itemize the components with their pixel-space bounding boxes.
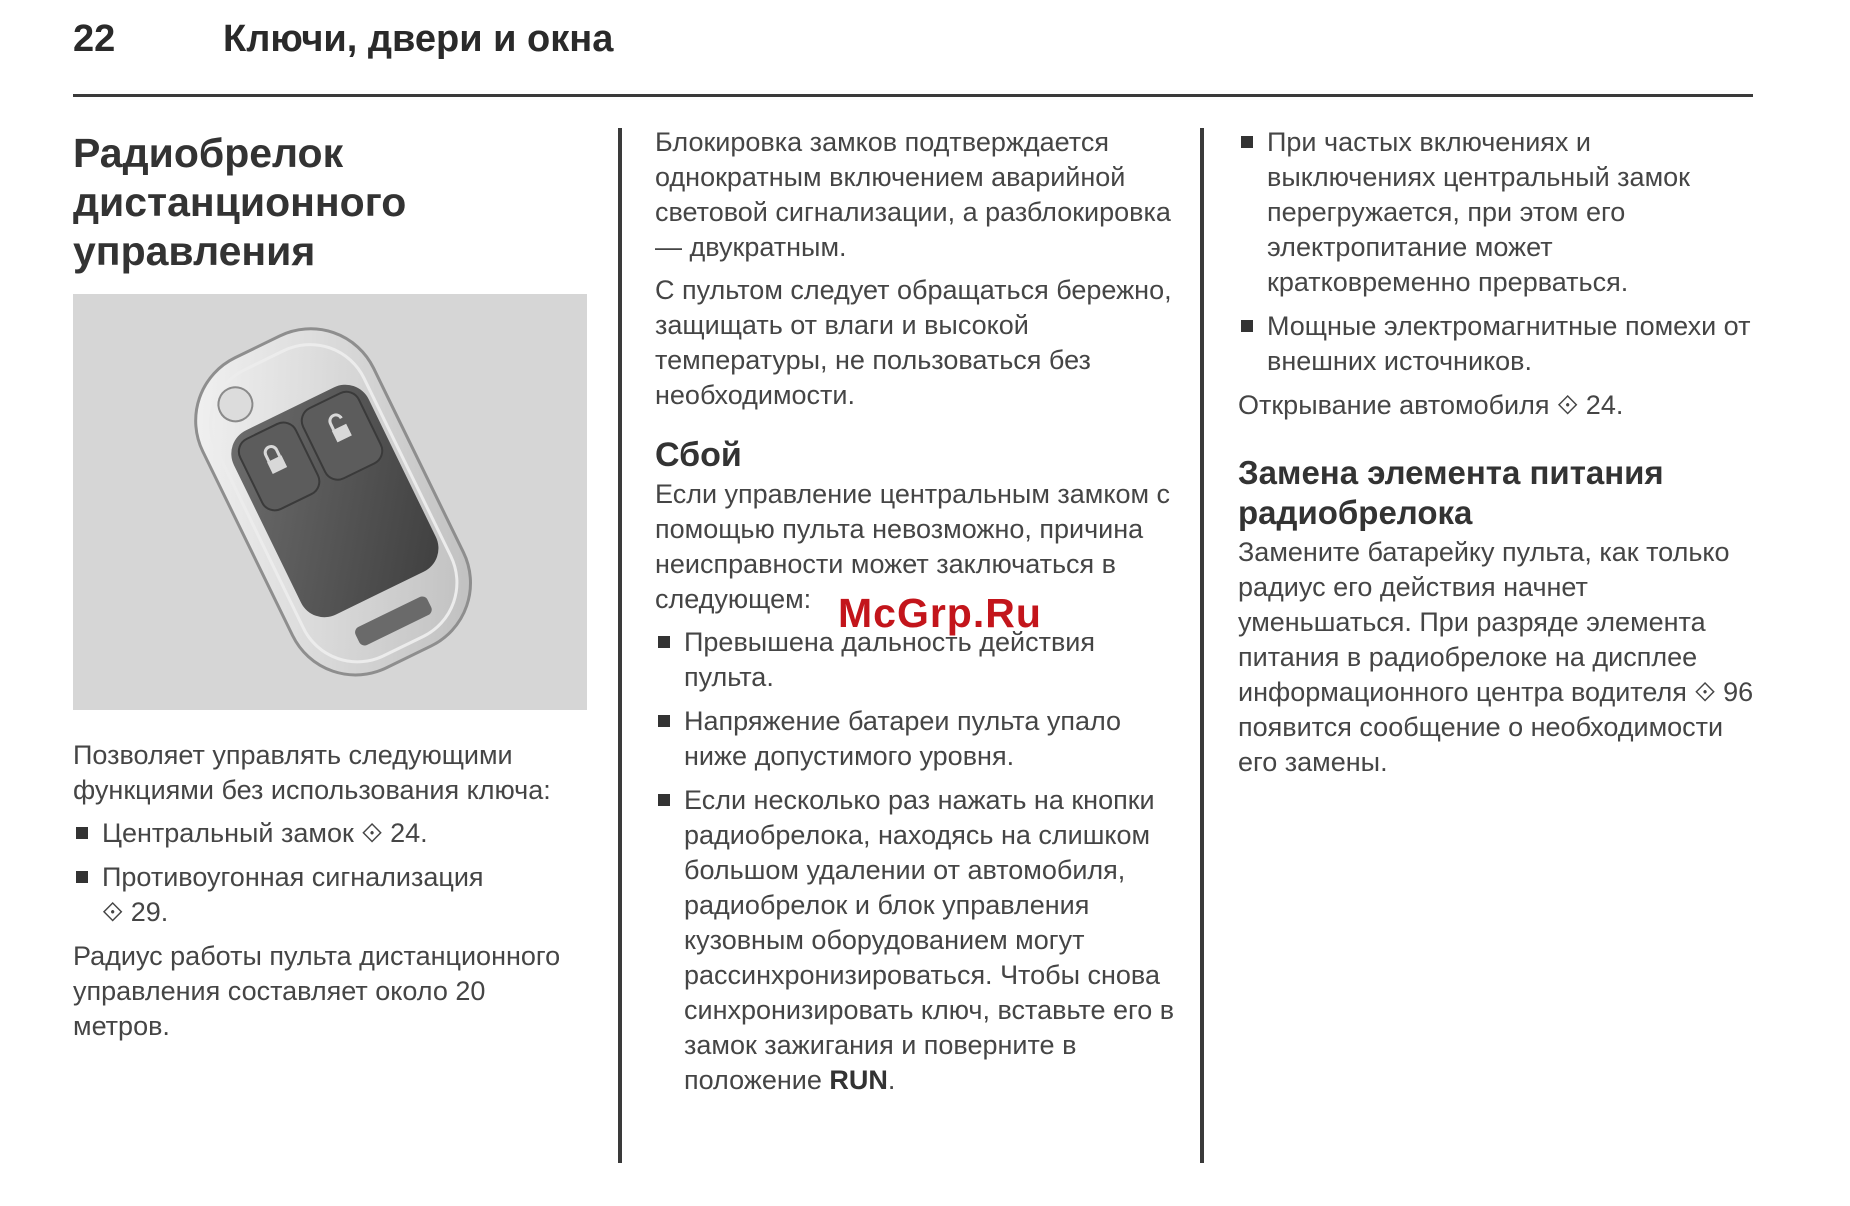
list-item: Центральный замок ⟐ 24. — [73, 816, 588, 851]
list-item: Если несколько раз нажать на кнопки радиобрелока, находясь на слишком большом удалении от автомобиля, радиобрелок и блок управления кузовным оборудованием могут рассинхронизироваться. Чтобы снова синхронизировать ключ, вставьте его в замок зажигания и поверните в положение RUN. — [655, 783, 1175, 1098]
battery-text: Замените батарейку пульта, как только радиус его действия начнет уменьшаться. При разряде элемента питания в радиобрелоке на дисплее информационного центра водителя ⟐ 96 появится сообщение о необходимости его замены. — [1238, 537, 1754, 777]
battery-heading: Замена элемента питания радиобрелока — [1238, 454, 1664, 531]
page-header — [73, 18, 1753, 80]
bullet-icon — [658, 636, 670, 648]
range-text: Радиус работы пульта дистанционного управления составляет около 20 метров. — [73, 941, 561, 1041]
watermark: McGrp.Ru — [838, 590, 1042, 636]
chapter-title: Ключи, двери и окна — [223, 18, 614, 60]
care-text: С пультом следует обращаться бережно, защищать от влаги и высокой температуры, не пользоваться без необходимости. — [655, 275, 1172, 410]
column-3 — [1238, 125, 1758, 788]
lock-confirmation-text: Блокировка замков подтверждается однократным включением аварийной световой сигнализации, а разблокировка — двукратным. — [655, 127, 1171, 262]
column-divider — [618, 128, 622, 1163]
bullet-icon — [658, 794, 670, 806]
header-rule — [73, 94, 1753, 97]
page-ref-link[interactable]: ⟐ 29. — [102, 897, 169, 927]
bullet-icon — [76, 827, 88, 839]
page-ref-link[interactable]: ⟐ 24. — [361, 818, 428, 848]
intro-text: Позволяет управлять следующими функциями без использования ключа: — [73, 740, 551, 805]
key-fob-illustration — [73, 294, 587, 710]
page-ref-link[interactable]: ⟐ 24. — [1557, 390, 1624, 420]
column-divider — [1200, 128, 1204, 1163]
list-item: Мощные электромагнитные помехи от внешних источников. — [1238, 309, 1758, 379]
run-position-label: RUN — [829, 1065, 888, 1095]
bullet-icon — [658, 715, 670, 727]
list-item: Противоугонная сигнализация ⟐ 29. — [73, 860, 588, 930]
column-1 — [73, 125, 588, 1052]
page-ref-link[interactable]: ⟐ 96 — [1694, 677, 1754, 707]
list-item: Напряжение батареи пульта упало ниже допустимого уровня. — [655, 704, 1175, 774]
list-item: Превышена дальность действия пульта. — [655, 625, 1175, 695]
section-title: Радиобрелок дистанционного управления — [73, 130, 407, 274]
open-vehicle-text: Открывание автомобиля ⟐ 24. — [1238, 390, 1624, 420]
bullet-icon — [1241, 136, 1253, 148]
list-item: При частых включениях и выключениях центральный замок перегружается, при этом его электропитание может кратковременно прерваться. — [1238, 125, 1758, 300]
page-number: 22 — [73, 18, 116, 60]
bullet-icon — [76, 871, 88, 883]
fault-list-continued — [1238, 125, 1758, 379]
bullet-icon — [1241, 320, 1253, 332]
fault-intro: Если управление центральным замком с помощью пульта невозможно, причина неисправности может заключаться в следующем: — [655, 479, 1171, 614]
fault-list — [655, 625, 1175, 1098]
fault-heading: Сбой — [655, 436, 742, 474]
key-fob-image — [73, 294, 587, 710]
function-list — [73, 816, 588, 930]
